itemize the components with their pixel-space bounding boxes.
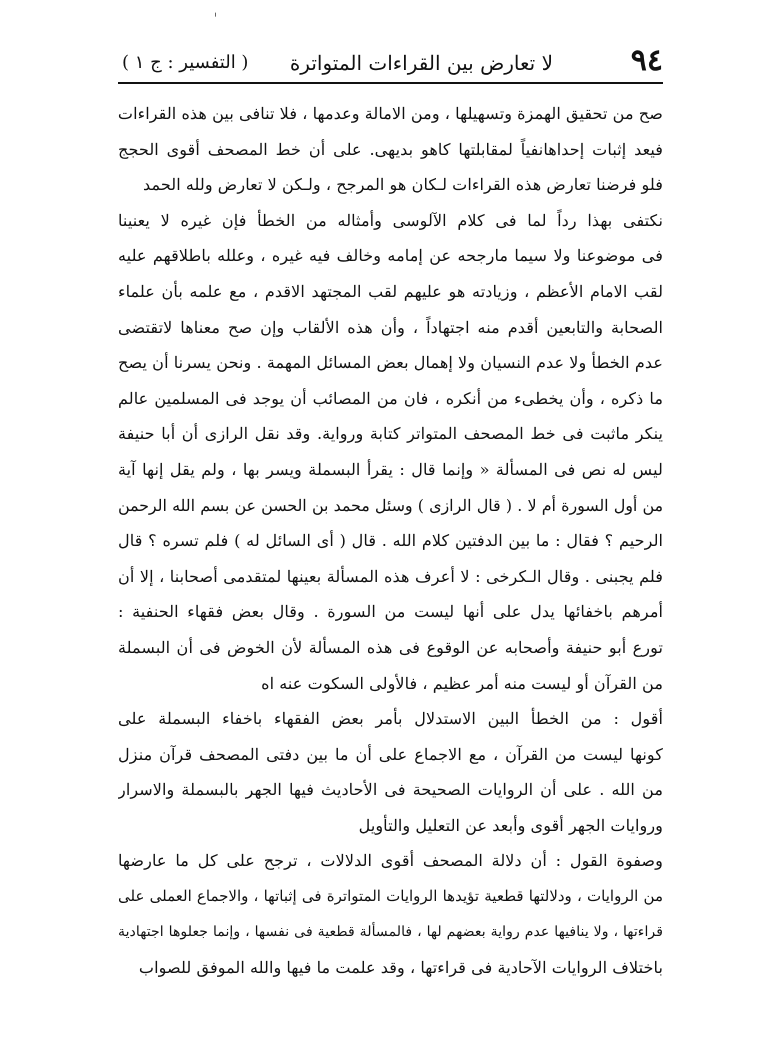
- text-line: وصفوة القول : أن دلالة المصحف أقوى الدلالات ، ترجح على كل ما عارضها: [118, 851, 663, 871]
- text-line: من الروايات ، ودلالتها قطعية تؤيدها الروايات المتواترة فى إثباتها ، والاجماع العملى على: [118, 887, 663, 906]
- text-line: أمرهم باخفائها يدل على أنها ليست من السورة . وقال بعض فقهاء الحنفية :: [118, 602, 663, 622]
- text-line: عدم الخطأ ولا عدم النسيان ولا إهمال بعض المسائل المهمة . ونحن يسرنا أن يصح: [118, 353, 663, 373]
- text-line: من القرآن أو ليست منه أمر عظيم ، فالأولى السكوت عنه اه: [261, 673, 663, 693]
- text-line: تورع أبو حنيفة وأصحابه عن الوقوع فى هذه المسألة لأن الخوض فى أن البسملة: [118, 637, 663, 657]
- text-line: نكتفى بهذا رداً لما فى كلام الآلوسى وأمثاله من الخطأ فإن غيره لا يعنينا: [118, 210, 663, 230]
- text-line: ما ذكره ، وأن يخطىء من أنكره ، فان من المصائب أن يوجد فى المسلمين عالم: [118, 388, 663, 408]
- text-line: فى موضوعنا ولا سيما مارجحه عن إمامه وخالف فيه غيره ، وعلله باطلاقهم عليه: [118, 246, 663, 266]
- text-line: من الله . على أن الروايات الصحيحة فى الأحاديث فيها الجهر بالبسملة والاسرار: [118, 780, 663, 800]
- running-title: لا تعارض بين القراءات المتواترة: [289, 51, 553, 75]
- text-line: ينكر ماثبت فى خط المصحف المتواتر كتابة ورواية. وقد نقل الرازى أن أبا حنيفة: [118, 424, 663, 444]
- header-divider: [118, 82, 663, 84]
- page-header: [118, 44, 663, 82]
- text-line: من أول السورة أم لا . ( قال الرازى ) وسئل محمد بن الحسن عن بسم الله الرحمن: [118, 495, 663, 515]
- text-line: كونها ليست من القرآن ، مع الاجماع على أن ما بين دفتى المصحف قرآن منزل: [118, 744, 663, 764]
- section-label: ( التفسير : ج ١ ): [122, 52, 249, 73]
- text-line: فلم يجبنى . وقال الـكرخى : لا أعرف هذه المسألة بعينها لمتقدمى أصحابنا ، إلا أن: [118, 566, 663, 586]
- text-line: باختلاف الروايات الآحادية فى قراءتها ، وقد علمت ما فيها والله الموفق للصواب: [138, 958, 663, 978]
- body-text: [118, 96, 663, 986]
- page-number: ٩٤: [630, 43, 663, 78]
- text-line: أقول : من الخطأ البين الاستدلال بأمر بعض الفقهاء باخفاء البسملة على: [118, 709, 663, 729]
- text-line: قراءتها ، ولا ينافيها عدم رواية بعضهم لها ، فالمسألة قطعية فى نفسها ، وإنما جعلوها اجتهادية: [118, 923, 663, 940]
- text-line: فيعد إثبات إحداهانفياً لمقابلتها كاهو بديهى. على أن خط المصحف أقوى الحجج: [118, 139, 663, 159]
- text-line: لقب الامام الأعظم ، وزيادته هو عليهم لقب المجتهد الاقدم ، مع علمه بأن علماء: [118, 281, 663, 301]
- text-line: الصحابة والتابعين أقدم منه اجتهاداً ، وأن هذه الألقاب وإن صح معناها لاتقتضى: [118, 317, 663, 337]
- text-line: الرحيم ؟ فقال : ما بين الدفتين كلام الله . قال ( أى السائل له ) فلم تسره ؟ قال: [118, 531, 663, 551]
- text-line: صح من تحقيق الهمزة وتسهيلها ، ومن الامالة وعدمها ، فلا تنافى بين هذه القراءات: [118, 104, 663, 123]
- text-line: وروايات الجهر أقوى وأبعد عن التعليل والتأويل: [358, 815, 663, 835]
- text-line: ليس له نص فى المسألة « وإنما قال : يقرأ البسملة ويسر بها ، ولم يقل إنها آية: [118, 459, 663, 479]
- text-line: فلو فرضنا تعارض هذه القراءات لـكان هو المرجح ، ولـكن لا تعارض ولله الحمد: [143, 175, 663, 195]
